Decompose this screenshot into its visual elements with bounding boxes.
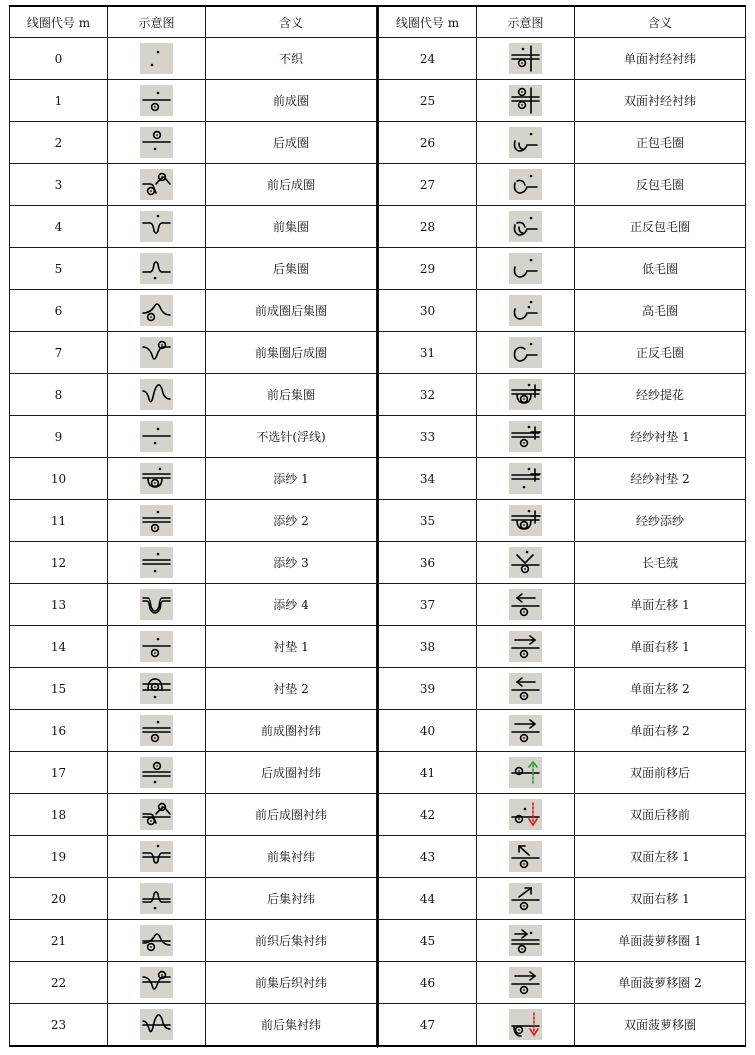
- table-row: [10, 500, 377, 542]
- table-row: [379, 836, 746, 878]
- stitch-code: 17: [10, 752, 108, 794]
- stitch-meaning: 正包毛圈: [575, 122, 746, 164]
- stitch-diagram: [477, 290, 575, 332]
- table-row: [379, 962, 746, 1004]
- stitch-meaning: 单面左移 2: [575, 668, 746, 710]
- stitch-code: 23: [10, 1004, 108, 1047]
- header-meaning: 含义: [206, 6, 377, 38]
- fleece-1-icon: [140, 631, 173, 662]
- table-row: [10, 1004, 377, 1047]
- stitch-diagram: [108, 752, 206, 794]
- front-back-tuck-weft-icon: [140, 1009, 173, 1040]
- stitch-diagram: [108, 500, 206, 542]
- stitch-diagram: [477, 248, 575, 290]
- stitch-meaning: 双面前移后: [575, 752, 746, 794]
- front-back-loop-weft-icon: [140, 799, 173, 830]
- table-row: [10, 332, 377, 374]
- stitch-diagram: [108, 626, 206, 668]
- stitch-code: 29: [379, 248, 477, 290]
- header-row: [10, 6, 377, 38]
- stitch-diagram: [477, 500, 575, 542]
- stitch-meaning: 单面右移 2: [575, 710, 746, 752]
- stitch-diagram: [108, 920, 206, 962]
- plating-2-icon: [140, 505, 173, 536]
- stitch-diagram: [108, 794, 206, 836]
- table-row: [379, 164, 746, 206]
- stitch-meaning: 反包毛圈: [575, 164, 746, 206]
- stitch-meaning: 单面衬经衬纬: [575, 38, 746, 80]
- stitch-diagram: [477, 962, 575, 1004]
- stitch-diagram: [108, 122, 206, 164]
- stitch-code: 21: [10, 920, 108, 962]
- back-loop-icon: [140, 127, 173, 158]
- header-code: 线圈代号 m: [379, 6, 477, 38]
- stitch-code: 14: [10, 626, 108, 668]
- table-row: [379, 500, 746, 542]
- stitch-code: 18: [10, 794, 108, 836]
- stitch-meaning: 前集后织衬纬: [206, 962, 377, 1004]
- stitch-meaning: 前后集圈: [206, 374, 377, 416]
- stitch-meaning: 前集圈后成圈: [206, 332, 377, 374]
- stitch-diagram: [477, 122, 575, 164]
- stitch-meaning: 前后成圈: [206, 164, 377, 206]
- stitch-meaning: 前集衬纬: [206, 836, 377, 878]
- table-row: [10, 38, 377, 80]
- single-right-shift-2-icon: [509, 715, 542, 746]
- stitch-meaning: 经纱衬垫 1: [575, 416, 746, 458]
- stitch-code: 42: [379, 794, 477, 836]
- stitch-meaning: 单面右移 1: [575, 626, 746, 668]
- stitch-table-left: [9, 5, 377, 1047]
- stitch-code: 3: [10, 164, 108, 206]
- stitch-meaning: 经纱衬垫 2: [575, 458, 746, 500]
- table-row: [379, 920, 746, 962]
- stitch-meaning: 正反毛圈: [575, 332, 746, 374]
- stitch-meaning: 前成圈: [206, 80, 377, 122]
- stitch-diagram: [477, 878, 575, 920]
- stitch-meaning: 前集圈: [206, 206, 377, 248]
- stitch-meaning: 后成圈: [206, 122, 377, 164]
- table-row: [10, 920, 377, 962]
- table-row: [10, 710, 377, 752]
- stitch-code: 0: [10, 38, 108, 80]
- stitch-code: 37: [379, 584, 477, 626]
- warp-jacquard-icon: [509, 379, 542, 410]
- stitch-diagram: [477, 626, 575, 668]
- stitch-meaning: 双面右移 1: [575, 878, 746, 920]
- stitch-code: 40: [379, 710, 477, 752]
- table-row: [379, 416, 746, 458]
- table-row: [379, 794, 746, 836]
- stitch-code: 31: [379, 332, 477, 374]
- table-row: [10, 122, 377, 164]
- stitch-meaning: 后集衬纬: [206, 878, 377, 920]
- stitch-code: 47: [379, 1004, 477, 1047]
- stitch-meaning: 不选针(浮线): [206, 416, 377, 458]
- stitch-meaning: 衬垫 1: [206, 626, 377, 668]
- warp-plating-icon: [509, 505, 542, 536]
- stitch-diagram: [108, 80, 206, 122]
- table-row: [379, 332, 746, 374]
- table-row: [379, 1004, 746, 1047]
- stitch-diagram: [477, 332, 575, 374]
- terry-front-back-icon: [509, 337, 542, 368]
- single-pelerine-1-icon: [509, 925, 542, 956]
- stitch-diagram: [108, 584, 206, 626]
- stitch-code: 12: [10, 542, 108, 584]
- stitch-meaning: 前后集衬纬: [206, 1004, 377, 1047]
- stitch-code: 20: [10, 878, 108, 920]
- stitch-meaning: 双面菠萝移圈: [575, 1004, 746, 1047]
- stitch-code: 16: [10, 710, 108, 752]
- table-row: [10, 248, 377, 290]
- stitch-diagram: [477, 920, 575, 962]
- stitch-diagram: [108, 962, 206, 1004]
- stitch-diagram: [477, 584, 575, 626]
- stitch-diagram: [477, 542, 575, 584]
- table-row: [10, 878, 377, 920]
- float-icon: [140, 421, 173, 452]
- stitch-meaning: 衬垫 2: [206, 668, 377, 710]
- front-loop-back-tuck-icon: [140, 295, 173, 326]
- stitch-meaning: 后成圈衬纬: [206, 752, 377, 794]
- stitch-code: 2: [10, 122, 108, 164]
- stitch-code: 43: [379, 836, 477, 878]
- double-back-to-front-icon: [509, 799, 542, 830]
- double-front-to-back-icon: [509, 757, 542, 788]
- stitch-meaning: 前成圈后集圈: [206, 290, 377, 332]
- table-row: [10, 416, 377, 458]
- stitch-diagram: [108, 668, 206, 710]
- plating-4-icon: [140, 589, 173, 620]
- stitch-meaning: 单面菠萝移圈 1: [575, 920, 746, 962]
- low-plush-icon: [509, 253, 542, 284]
- stitch-code: 25: [379, 80, 477, 122]
- stitch-meaning: 单面菠萝移圈 2: [575, 962, 746, 1004]
- table-row: [379, 290, 746, 332]
- table-row: [10, 374, 377, 416]
- stitch-code: 45: [379, 920, 477, 962]
- single-pelerine-2-icon: [509, 967, 542, 998]
- stitch-code: 15: [10, 668, 108, 710]
- front-back-loop-icon: [140, 169, 173, 200]
- stitch-meaning: 不织: [206, 38, 377, 80]
- stitch-diagram: [108, 710, 206, 752]
- stitch-meaning: 双面左移 1: [575, 836, 746, 878]
- header-icon: 示意图: [477, 6, 575, 38]
- stitch-diagram: [108, 416, 206, 458]
- plush-front-back-icon: [509, 211, 542, 242]
- stitch-code: 44: [379, 878, 477, 920]
- double-right-shift-icon: [509, 883, 542, 914]
- stitch-meaning: 双面后移前: [575, 794, 746, 836]
- front-tuck-weft-icon: [140, 841, 173, 872]
- stitch-diagram: [108, 164, 206, 206]
- stitch-code: 19: [10, 836, 108, 878]
- table-row: [379, 668, 746, 710]
- stitch-meaning: 经纱添纱: [575, 500, 746, 542]
- stitch-code: 28: [379, 206, 477, 248]
- stitch-diagram: [477, 164, 575, 206]
- table-row: [10, 626, 377, 668]
- long-pile-icon: [509, 547, 542, 578]
- back-tuck-icon: [140, 253, 173, 284]
- stitch-diagram: [477, 1004, 575, 1047]
- stitch-code: 13: [10, 584, 108, 626]
- stitch-meaning: 高毛圈: [575, 290, 746, 332]
- stitch-diagram: [477, 710, 575, 752]
- table-row: [379, 206, 746, 248]
- stitch-code: 22: [10, 962, 108, 1004]
- front-loop-weft-icon: [140, 715, 173, 746]
- stitch-diagram: [108, 878, 206, 920]
- stitch-code: 32: [379, 374, 477, 416]
- warp-fleece-2-icon: [509, 463, 542, 494]
- stitch-code: 24: [379, 38, 477, 80]
- plush-back-icon: [509, 169, 542, 200]
- stitch-meaning: 添纱 1: [206, 458, 377, 500]
- front-tuck-back-knit-weft-icon: [140, 967, 173, 998]
- fleece-2-icon: [140, 673, 173, 704]
- stitch-meaning: 添纱 4: [206, 584, 377, 626]
- double-warp-weft-icon: [509, 85, 542, 116]
- table-row: [10, 668, 377, 710]
- stitch-code: 46: [379, 962, 477, 1004]
- stitch-code: 35: [379, 500, 477, 542]
- stitch-meaning: 长毛绒: [575, 542, 746, 584]
- stitch-diagram: [108, 332, 206, 374]
- stitch-meaning: 经纱提花: [575, 374, 746, 416]
- stitch-diagram: [108, 38, 206, 80]
- high-plush-icon: [509, 295, 542, 326]
- plating-1-icon: [140, 463, 173, 494]
- single-left-shift-2-icon: [509, 673, 542, 704]
- stitch-meaning: 前织后集衬纬: [206, 920, 377, 962]
- front-tuck-icon: [140, 211, 173, 242]
- stitch-diagram: [108, 836, 206, 878]
- table-row: [379, 878, 746, 920]
- table-row: [379, 248, 746, 290]
- table-row: [379, 80, 746, 122]
- stitch-code: 27: [379, 164, 477, 206]
- table-row: [10, 80, 377, 122]
- stitch-code: 10: [10, 458, 108, 500]
- table-row: [379, 584, 746, 626]
- double-left-shift-icon: [509, 841, 542, 872]
- stitch-meaning: 正反包毛圈: [575, 206, 746, 248]
- table-row: [379, 542, 746, 584]
- table-row: [10, 458, 377, 500]
- double-pelerine-icon: [509, 1009, 542, 1040]
- table-row: [10, 584, 377, 626]
- stitch-diagram: [477, 794, 575, 836]
- front-loop-icon: [140, 85, 173, 116]
- stitch-diagram: [108, 542, 206, 584]
- dots-icon: [140, 43, 173, 74]
- front-knit-back-tuck-weft-icon: [140, 925, 173, 956]
- stitch-diagram: [108, 374, 206, 416]
- stitch-code: 4: [10, 206, 108, 248]
- table-row: [10, 836, 377, 878]
- stitch-code: 6: [10, 290, 108, 332]
- stitch-diagram: [477, 752, 575, 794]
- stitch-diagram: [477, 374, 575, 416]
- stitch-meaning: 添纱 3: [206, 542, 377, 584]
- stitch-meaning: 双面衬经衬纬: [575, 80, 746, 122]
- stitch-diagram: [108, 458, 206, 500]
- table-row: [10, 206, 377, 248]
- stitch-code: 41: [379, 752, 477, 794]
- front-tuck-back-loop-icon: [140, 337, 173, 368]
- stitch-code: 33: [379, 416, 477, 458]
- stitch-diagram: [108, 1004, 206, 1047]
- front-back-tuck-icon: [140, 379, 173, 410]
- stitch-code: 7: [10, 332, 108, 374]
- stitch-meaning: 添纱 2: [206, 500, 377, 542]
- stitch-meaning: 前成圈衬纬: [206, 710, 377, 752]
- table-row: [10, 794, 377, 836]
- table-row: [379, 458, 746, 500]
- stitch-diagram: [477, 668, 575, 710]
- table-row: [379, 374, 746, 416]
- stitch-meaning: 后集圈: [206, 248, 377, 290]
- stitch-diagram: [108, 206, 206, 248]
- plush-front-icon: [509, 127, 542, 158]
- single-warp-weft-icon: [509, 43, 542, 74]
- stitch-code: 26: [379, 122, 477, 164]
- stitch-code: 1: [10, 80, 108, 122]
- stitch-meaning: 单面左移 1: [575, 584, 746, 626]
- stitch-code: 34: [379, 458, 477, 500]
- table-row: [10, 290, 377, 332]
- stitch-diagram: [477, 458, 575, 500]
- header-meaning: 含义: [575, 6, 746, 38]
- table-row: [379, 122, 746, 164]
- stitch-code: 36: [379, 542, 477, 584]
- stitch-diagram: [477, 416, 575, 458]
- back-tuck-weft-icon: [140, 883, 173, 914]
- table-row: [379, 626, 746, 668]
- single-right-shift-1-icon: [509, 631, 542, 662]
- warp-fleece-1-icon: [509, 421, 542, 452]
- stitch-code: 30: [379, 290, 477, 332]
- stitch-code: 11: [10, 500, 108, 542]
- header-icon: 示意图: [108, 6, 206, 38]
- table-row: [10, 962, 377, 1004]
- stitch-code: 39: [379, 668, 477, 710]
- table-row: [10, 164, 377, 206]
- stitch-code: 38: [379, 626, 477, 668]
- table-row: [379, 38, 746, 80]
- stitch-diagram: [477, 836, 575, 878]
- table-row: [10, 752, 377, 794]
- stitch-diagram: [108, 290, 206, 332]
- stitch-table-right: [378, 5, 746, 1047]
- stitch-diagram: [477, 38, 575, 80]
- stitch-code: 5: [10, 248, 108, 290]
- header-row: [379, 6, 746, 38]
- back-loop-weft-icon: [140, 757, 173, 788]
- stitch-diagram: [477, 80, 575, 122]
- stitch-diagram: [108, 248, 206, 290]
- stitch-diagram: [477, 206, 575, 248]
- single-left-shift-1-icon: [509, 589, 542, 620]
- table-row: [10, 542, 377, 584]
- plating-3-icon: [140, 547, 173, 578]
- table-row: [379, 710, 746, 752]
- table-row: [379, 752, 746, 794]
- stitch-meaning: 低毛圈: [575, 248, 746, 290]
- stitch-code: 9: [10, 416, 108, 458]
- stitch-code: 8: [10, 374, 108, 416]
- stitch-meaning: 前后成圈衬纬: [206, 794, 377, 836]
- header-code: 线圈代号 m: [10, 6, 108, 38]
